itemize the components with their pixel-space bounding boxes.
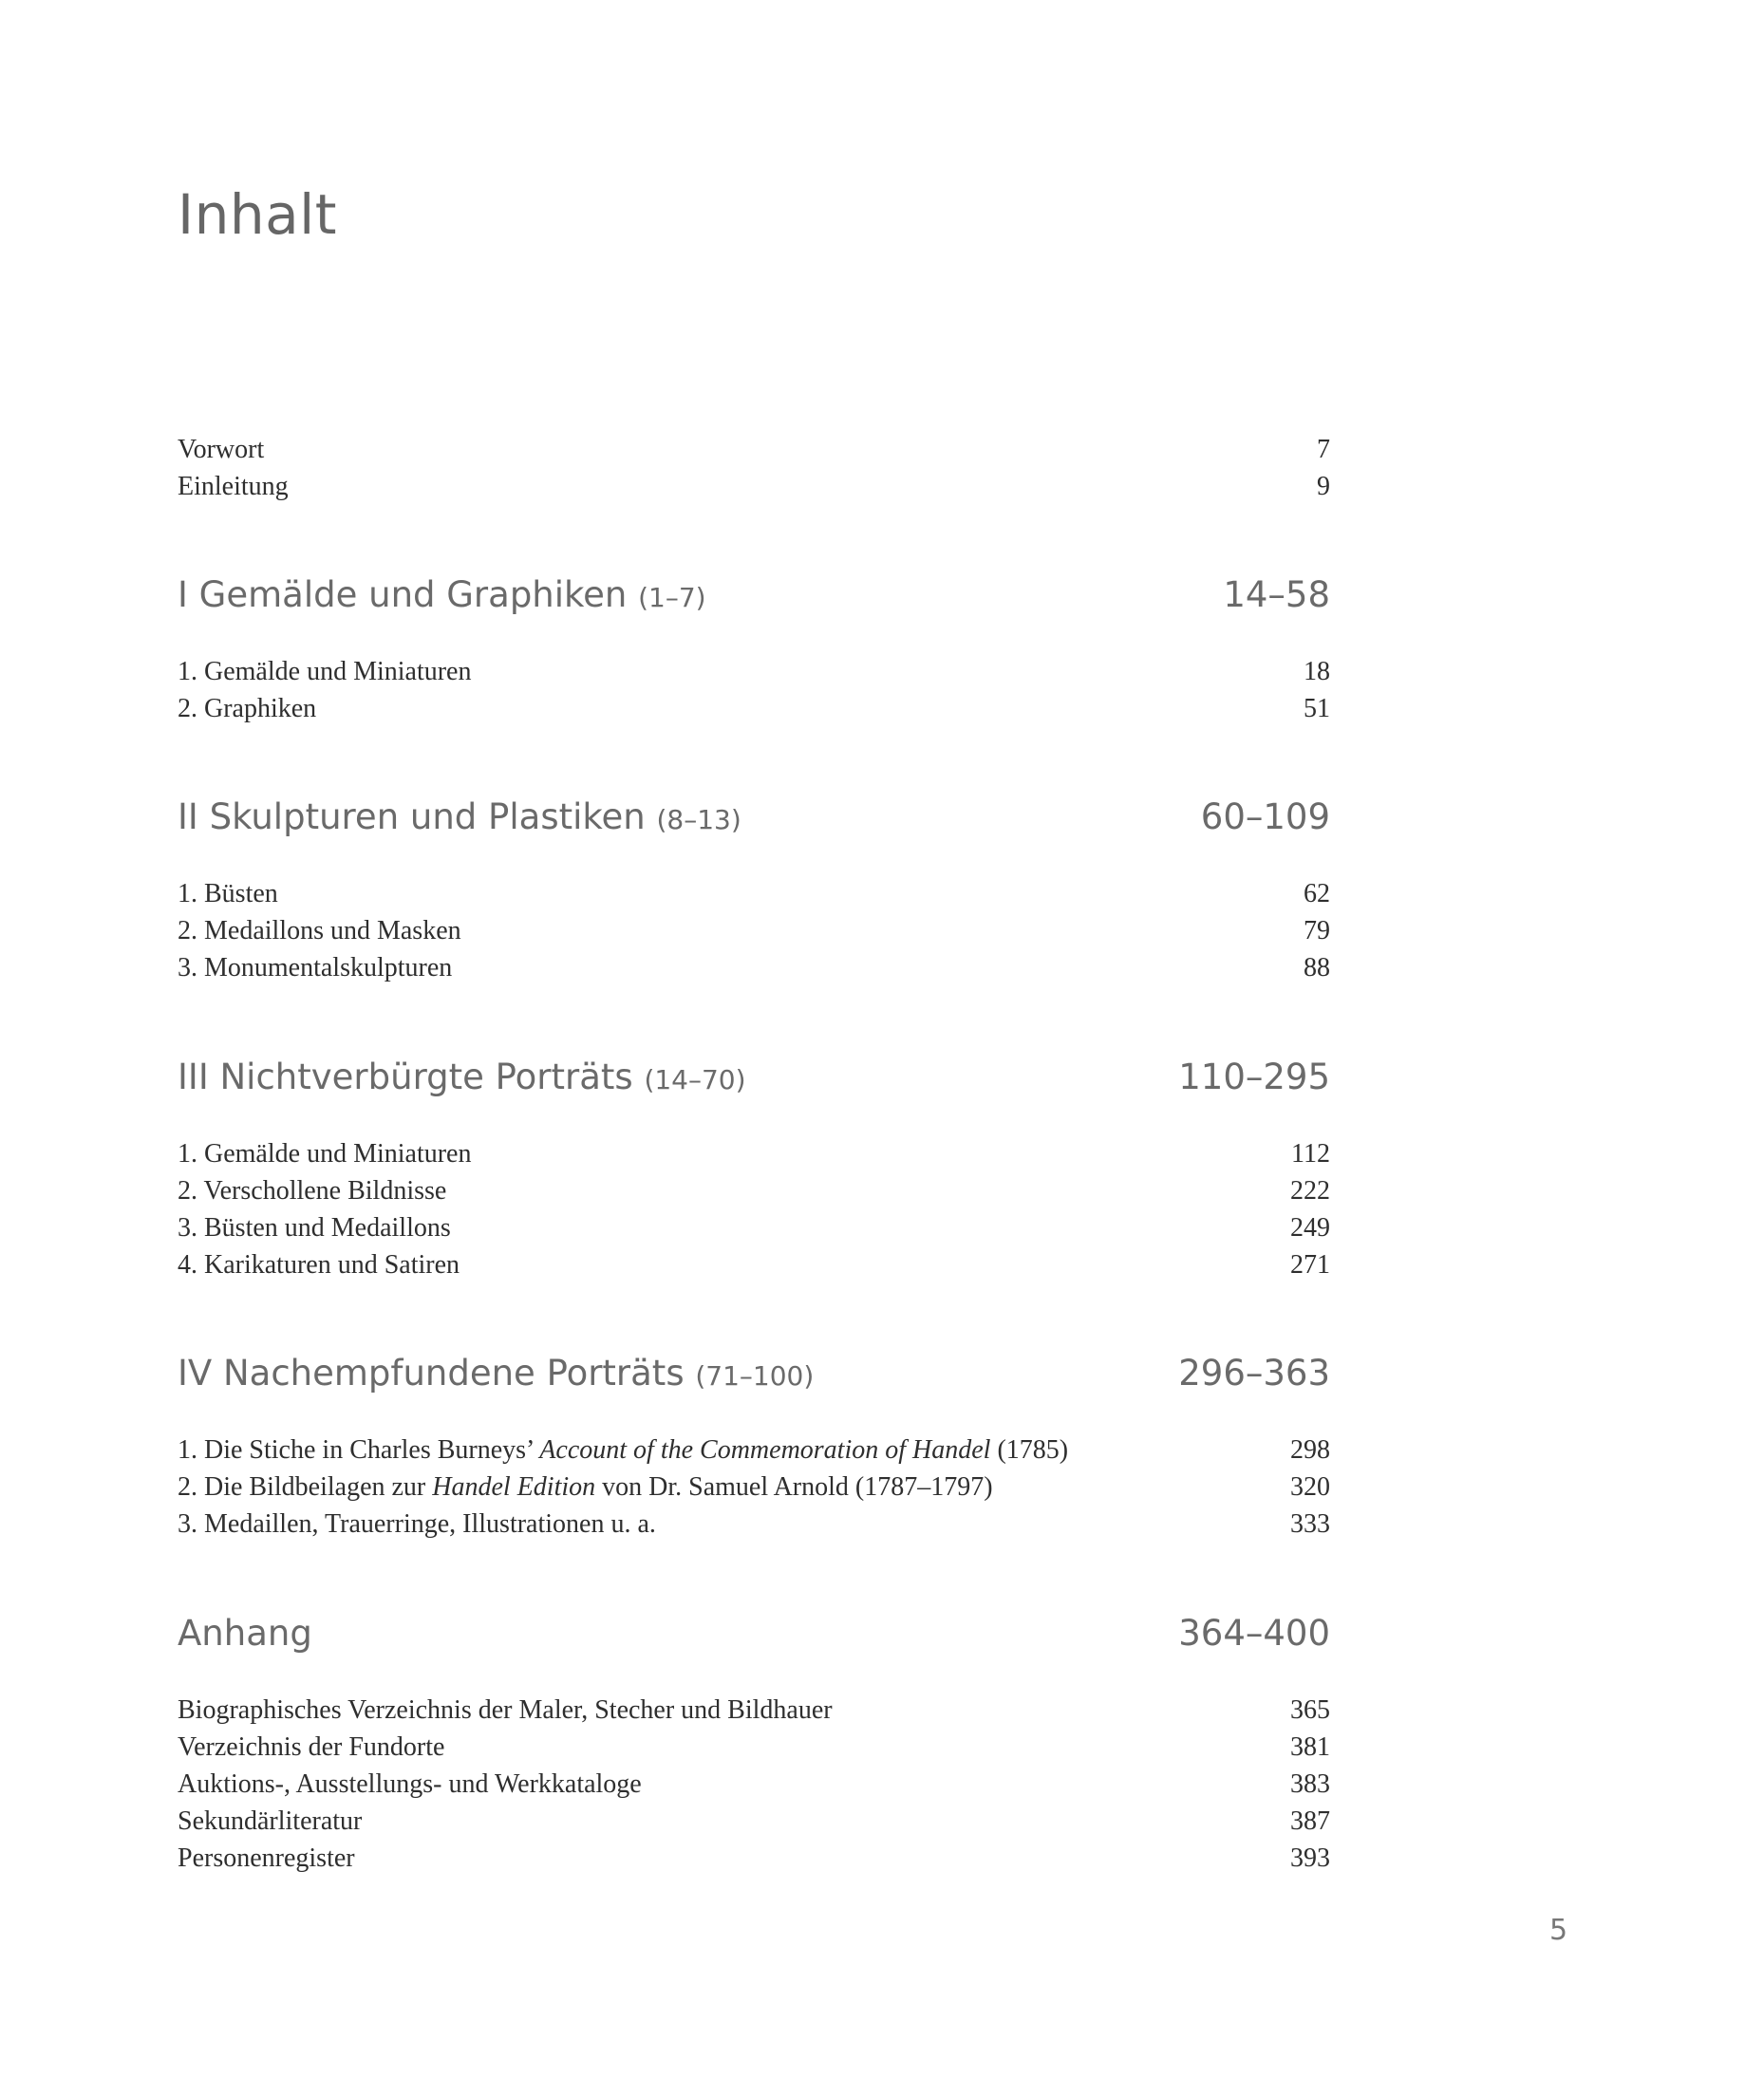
- toc-entry: [178, 472, 1330, 514]
- toc-entry-page: 51: [1304, 694, 1330, 723]
- section-heading: [178, 796, 1330, 853]
- section-heading: [178, 1613, 1330, 1670]
- toc-entry-label: 1. Büsten: [178, 879, 278, 908]
- toc-entry-page: 79: [1304, 916, 1330, 945]
- toc-entry-label: 2. Medaillons und Masken: [178, 916, 461, 945]
- toc-entry-label: 1. Die Stiche in Charles Burneys’ Account of the Commemoration of Handel (1785): [178, 1435, 1069, 1465]
- toc-entry-label: 3. Medaillen, Trauerringe, Illustrationen u. a.: [178, 1509, 656, 1539]
- toc-entry: [178, 1732, 1330, 1774]
- page-title: Inhalt: [178, 182, 338, 247]
- section-pages: 14–58: [1223, 574, 1330, 615]
- toc-entry: [178, 1250, 1330, 1292]
- toc-entry-label: Biographisches Verzeichnis der Maler, Stecher und Bildhauer: [178, 1695, 833, 1725]
- toc-entry: [178, 1139, 1330, 1181]
- section-pages: 296–363: [1178, 1353, 1330, 1394]
- toc-entry-label: Personenregister: [178, 1843, 355, 1873]
- toc-entry: [178, 435, 1330, 477]
- toc-entry-page: 62: [1304, 879, 1330, 908]
- section-range: (71–100): [695, 1360, 815, 1392]
- toc-entry: [178, 694, 1330, 736]
- section-pages: 60–109: [1200, 796, 1330, 837]
- toc-entry-page: 88: [1304, 953, 1330, 982]
- toc-entry-label: 2. Verschollene Bildnisse: [178, 1176, 447, 1206]
- toc-entry-page: 381: [1290, 1732, 1330, 1762]
- toc-entry: [178, 1769, 1330, 1811]
- toc-entry-label: Vorwort: [178, 435, 265, 464]
- toc-entry-label: 1. Gemälde und Miniaturen: [178, 1139, 472, 1169]
- toc-entry-page: 298: [1290, 1435, 1330, 1465]
- toc-entry-page: 333: [1290, 1509, 1330, 1539]
- toc-entry-label: 2. Die Bildbeilagen zur Handel Edition von Dr. Samuel Arnold (1787–1797): [178, 1472, 993, 1502]
- toc-entry-page: 18: [1304, 657, 1330, 686]
- section-pages: 110–295: [1178, 1057, 1330, 1097]
- toc-entry: [178, 1472, 1330, 1514]
- section-range: (8–13): [656, 804, 741, 835]
- toc-entry: [178, 916, 1330, 958]
- section-range: (14–70): [644, 1064, 746, 1095]
- toc-entry: [178, 1695, 1330, 1737]
- page-number: 5: [1549, 1914, 1568, 1947]
- section-title: Anhang: [178, 1613, 312, 1654]
- toc-entry: [178, 1509, 1330, 1551]
- toc-entry-page: 365: [1290, 1695, 1330, 1725]
- toc-entry-page: 222: [1290, 1176, 1330, 1206]
- toc-entry: [178, 953, 1330, 995]
- toc-entry-label: Verzeichnis der Fundorte: [178, 1732, 445, 1762]
- section-title: III Nichtverbürgte Porträts: [178, 1057, 633, 1097]
- section-heading: [178, 1057, 1330, 1113]
- toc-entry-label: 2. Graphiken: [178, 694, 317, 723]
- section-title: IV Nachempfundene Porträts: [178, 1353, 685, 1394]
- section-title: II Skulpturen und Plastiken: [178, 796, 646, 837]
- toc-entry: [178, 879, 1330, 921]
- section-title: I Gemälde und Graphiken: [178, 574, 628, 615]
- section-pages: 364–400: [1178, 1613, 1330, 1654]
- toc-entry-page: 249: [1290, 1213, 1330, 1243]
- toc-entry-label: 3. Büsten und Medaillons: [178, 1213, 451, 1243]
- toc-entry-page: 383: [1290, 1769, 1330, 1799]
- section-heading: [178, 574, 1330, 631]
- toc-entry-page: 7: [1317, 435, 1330, 464]
- toc-entry: [178, 1176, 1330, 1218]
- toc-entry: [178, 1213, 1330, 1255]
- toc-entry: [178, 657, 1330, 699]
- toc-entry-label: Auktions-, Ausstellungs- und Werkkataloge: [178, 1769, 642, 1799]
- toc-entry-page: 9: [1317, 472, 1330, 501]
- toc-entry-page: 271: [1290, 1250, 1330, 1280]
- toc-entry: [178, 1843, 1330, 1885]
- toc-entry-page: 320: [1290, 1472, 1330, 1502]
- toc-entry: [178, 1435, 1330, 1477]
- section-heading: [178, 1353, 1330, 1410]
- toc-entry-label: Einleitung: [178, 472, 289, 501]
- toc-entry-label: 4. Karikaturen und Satiren: [178, 1250, 460, 1280]
- toc-entry: [178, 1806, 1330, 1848]
- toc-entry-page: 112: [1291, 1139, 1330, 1169]
- toc-entry-label: 3. Monumentalskulpturen: [178, 953, 453, 982]
- toc-entry-page: 393: [1290, 1843, 1330, 1873]
- toc-entry-label: Sekundärliteratur: [178, 1806, 363, 1836]
- section-range: (1–7): [638, 582, 706, 613]
- toc-entry-page: 387: [1290, 1806, 1330, 1836]
- toc-entry-label: 1. Gemälde und Miniaturen: [178, 657, 472, 686]
